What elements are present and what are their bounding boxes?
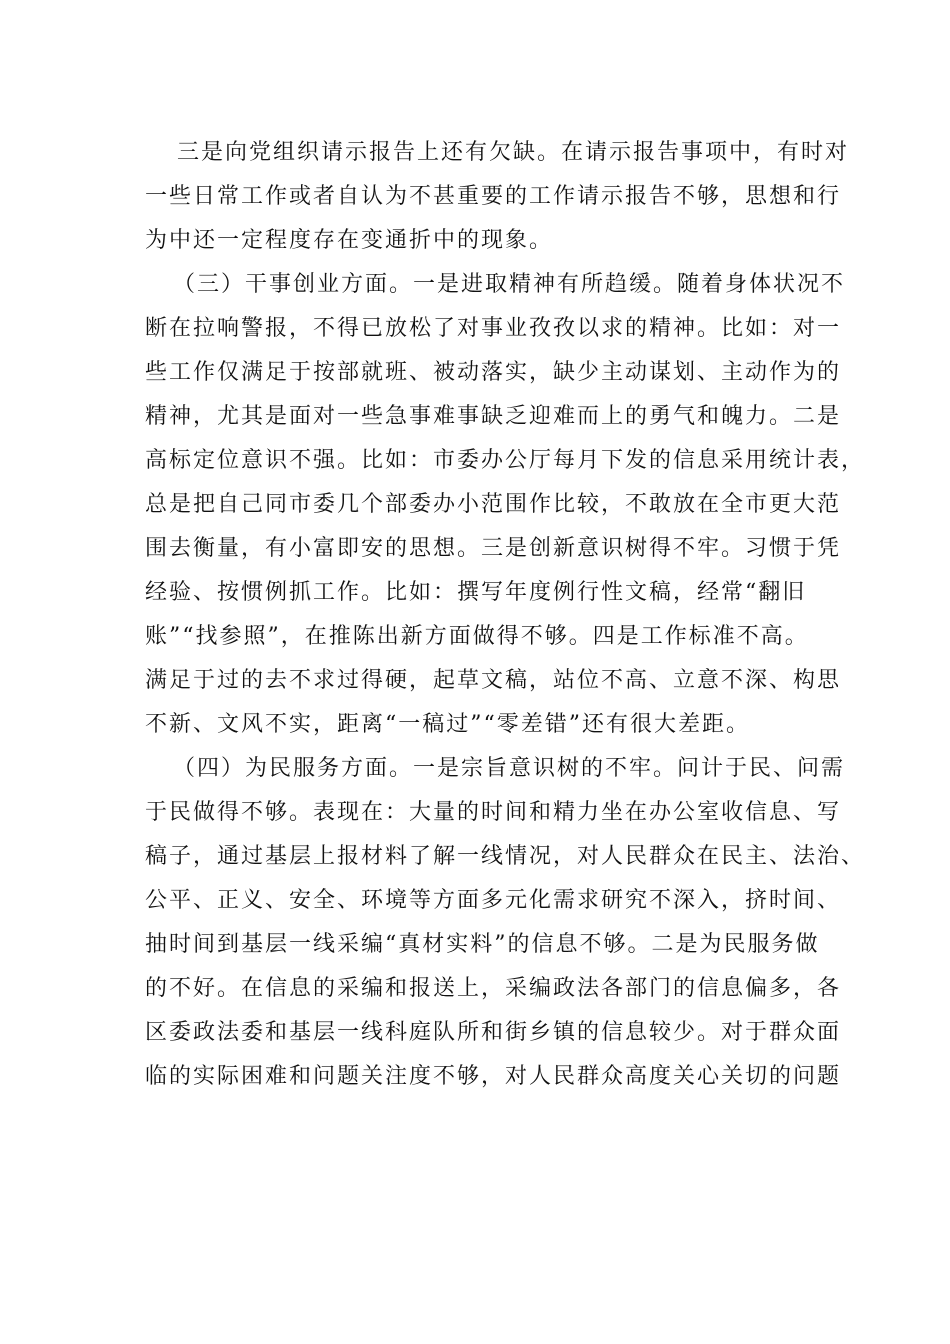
text-line: 不新、文风不实，距离“一稿过”“零差错”还有很大差距。 <box>145 712 750 737</box>
paragraph-reporting <box>145 131 850 263</box>
text-line: 些工作仅满足于按部就班、被动落实，缺少主动谋划、主动作为的 <box>145 360 842 385</box>
text-line: 高标定位意识不强。比如：市委办公厅每月下发的信息采用统计表， <box>145 448 866 473</box>
paragraph-public-service <box>145 747 866 1099</box>
text-line: 一些日常工作或者自认为不甚重要的工作请示报告不够，思想和行 <box>145 184 842 209</box>
text-line: 临的实际困难和问题关注度不够，对人民群众高度关心关切的问题 <box>145 1064 842 1089</box>
text-line: （四）为民服务方面。一是宗旨意识树的不牢。问计于民、问需 <box>173 756 846 781</box>
text-line: 满足于过的去不求过得硬，起草文稿，站位不高、立意不深、构思 <box>145 668 842 693</box>
text-line: 稿子，通过基层上报材料了解一线情况，对人民群众在民主、法治、 <box>145 844 866 869</box>
text-line: 经验、按惯例抓工作。比如：撰写年度例行性文稿，经常“翻旧 <box>145 580 807 605</box>
text-line: 精神，尤其是面对一些急事难事缺乏迎难而上的勇气和魄力。二是 <box>145 404 842 429</box>
text-line: 账”“找参照”，在推陈出新方面做得不够。四是工作标准不高。 <box>145 624 809 649</box>
text-line: 总是把自己同市委几个部委办小范围作比较，不敢放在全市更大范 <box>145 492 842 517</box>
document-page <box>145 131 866 1099</box>
text-line: 区委政法委和基层一线科庭队所和街乡镇的信息较少。对于群众面 <box>145 1020 842 1045</box>
text-line: 于民做得不够。表现在：大量的时间和精力坐在办公室收信息、写 <box>145 800 842 825</box>
text-line: 的不好。在信息的采编和报送上，采编政法各部门的信息偏多，各 <box>145 976 842 1001</box>
paragraph-entrepreneurship <box>145 263 866 747</box>
text-line: 抽时间到基层一线采编“真材实料”的信息不够。二是为民服务做 <box>145 932 820 957</box>
text-line: 公平、正义、安全、环境等方面多元化需求研究不深入，挤时间、 <box>145 888 842 913</box>
text-line: 围去衡量，有小富即安的思想。三是创新意识树得不牢。习惯于凭 <box>145 536 842 561</box>
text-line: 断在拉响警报，不得已放松了对事业孜孜以求的精神。比如：对一 <box>145 316 842 341</box>
text-line: 为中还一定程度存在变通折中的现象。 <box>145 228 554 253</box>
text-line: （三）干事创业方面。一是进取精神有所趋缓。随着身体状况不 <box>173 272 846 297</box>
text-line: 三是向党组织请示报告上还有欠缺。在请示报告事项中，有时对 <box>177 140 850 165</box>
